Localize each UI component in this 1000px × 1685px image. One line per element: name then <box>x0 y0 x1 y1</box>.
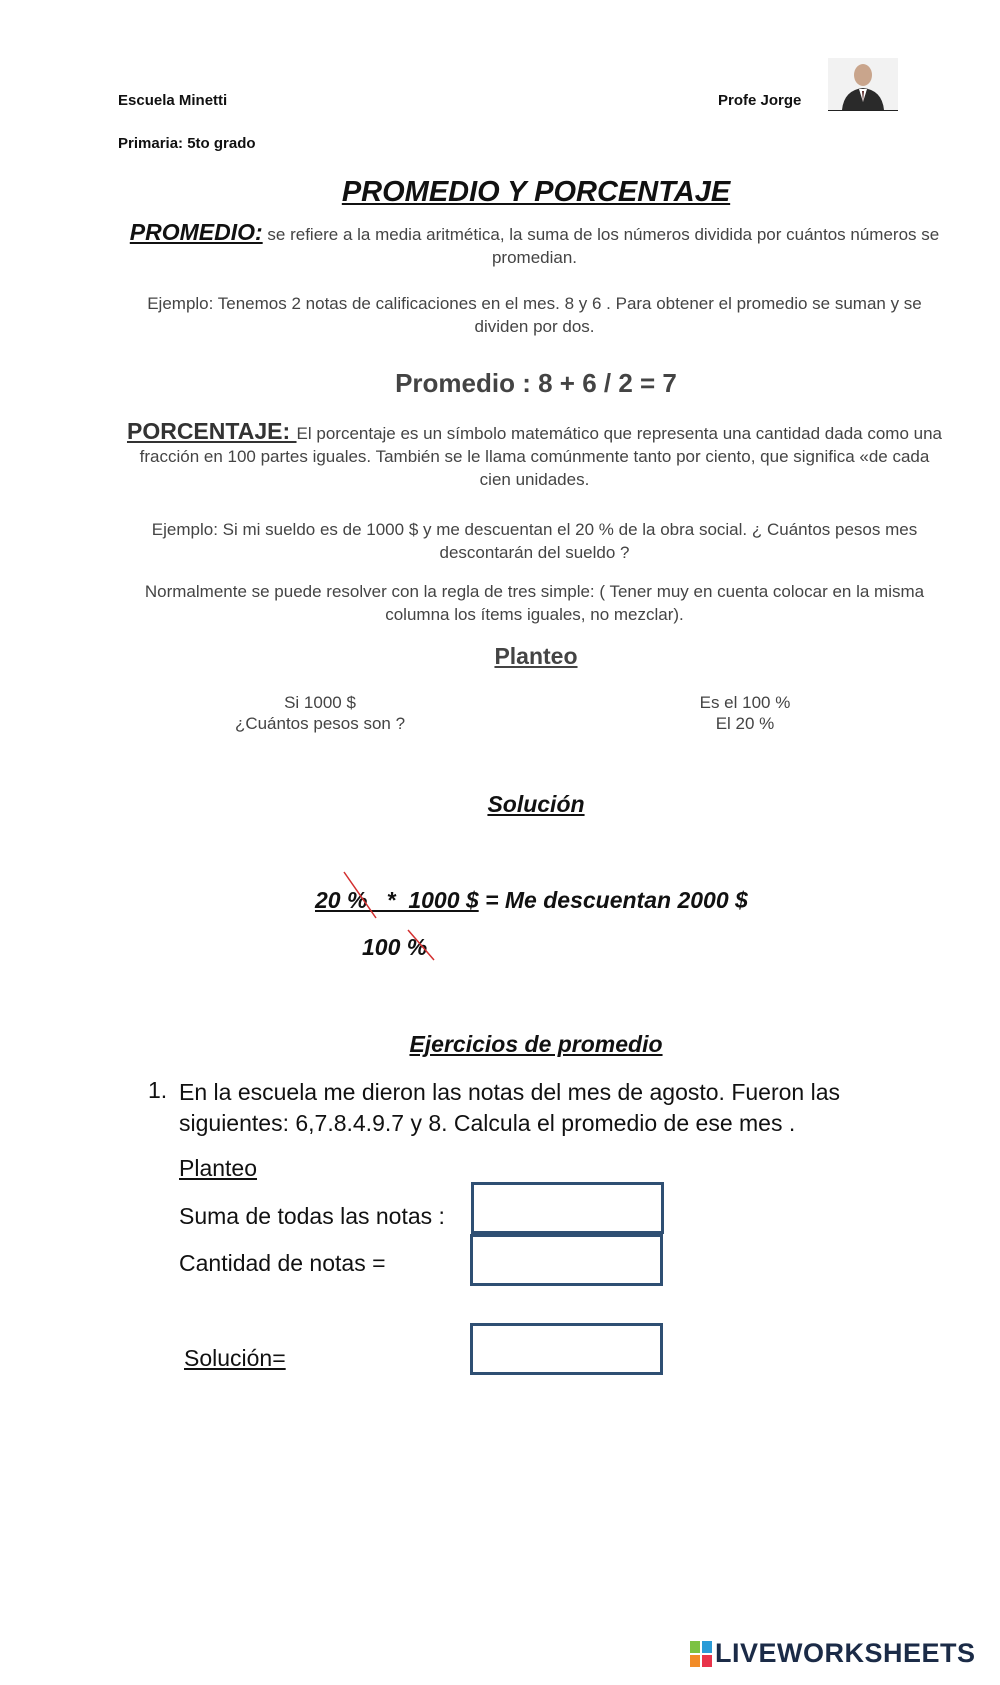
exercise-solucion-label: Solución= <box>184 1345 286 1371</box>
cancel-marks <box>330 868 450 968</box>
solucion-result: = Me descuentan 2000 $ <box>478 887 748 913</box>
planteo-heading: Planteo <box>494 643 578 669</box>
exercise-text: En la escuela me dieron las notas del mes de agosto. Fueron las siguientes: 6,7.8.4.9.7 y 8. Calcula el promedio de ese mes . <box>179 1079 840 1136</box>
logo-text: LIVEWORKSHEETS <box>715 1638 976 1668</box>
grade-label: Primaria: 5to grado <box>118 135 256 152</box>
solucion-input[interactable] <box>470 1323 663 1375</box>
planteo-left <box>200 692 440 734</box>
promedio-example: Ejemplo: Tenemos 2 notas de calificaciones en el mes. 8 y 6 . Para obtener el promedio se suman y se dividen por dos. <box>147 294 922 336</box>
logo-square <box>690 1641 700 1653</box>
promedio-formula: Promedio : 8 + 6 / 2 = 7 <box>395 368 677 398</box>
porcentaje-example: Ejemplo: Si mi sueldo es de 1000 $ y me descuentan el 20 % de la obra social. ¿ Cuántos pesos mes descontarán del sueldo ? <box>151 520 918 562</box>
school-name: Escuela Minetti <box>118 92 228 109</box>
planteo-left-line: Si 1000 $ <box>284 693 356 712</box>
solucion-numerator: 20 % * 1000 $ <box>315 887 479 913</box>
logo-square <box>702 1655 712 1667</box>
promedio-definition: PROMEDIO: se refiere a la media aritmética, la suma de los números dividida por cuántos números se promedian. <box>129 219 940 267</box>
solucion-heading: Solución <box>487 791 585 817</box>
porcentaje-definition: PORCENTAJE: El porcentaje es un símbolo matemático que representa una cantidad dada como una fracción en 100 partes iguales. También se le llama comúnmente tanto por ciento, que significa «de cada cien unidades. <box>126 418 942 489</box>
suma-input[interactable] <box>471 1182 664 1234</box>
exercise-number: 1. <box>148 1077 168 1103</box>
promedio-label: PROMEDIO: <box>129 219 263 245</box>
logo-square <box>690 1655 700 1667</box>
planteo-right-line: El 20 % <box>715 714 775 733</box>
planteo-right <box>635 692 855 734</box>
exercise-planteo-label: Planteo <box>179 1155 258 1181</box>
teacher-photo <box>828 58 898 111</box>
solucion-denominator: 100 % <box>362 934 428 960</box>
suma-label: Suma de todas las notas : <box>179 1203 445 1229</box>
ejercicios-heading: Ejercicios de promedio <box>409 1031 663 1057</box>
planteo-right-line: Es el 100 % <box>699 693 791 712</box>
porcentaje-note: Normalmente se puede resolver con la regla de tres simple: ( Tener muy en cuenta colocar en la misma columna los ítems iguales, no mezclar). <box>144 582 925 624</box>
porcentaje-label: PORCENTAJE: <box>126 418 297 444</box>
cancel-mark-top <box>344 872 376 918</box>
logo-square <box>702 1641 712 1653</box>
logo-mark-icon <box>690 1641 712 1667</box>
page-title: PROMEDIO Y PORCENTAJE <box>341 176 731 208</box>
liveworksheets-logo <box>690 1638 976 1669</box>
planteo-left-line: ¿Cuántos pesos son ? <box>234 714 406 733</box>
cantidad-input[interactable] <box>470 1234 663 1286</box>
teacher-name: Profe Jorge <box>718 92 802 109</box>
cantidad-label: Cantidad de notas = <box>179 1250 386 1276</box>
cancel-mark-bottom <box>408 930 434 960</box>
